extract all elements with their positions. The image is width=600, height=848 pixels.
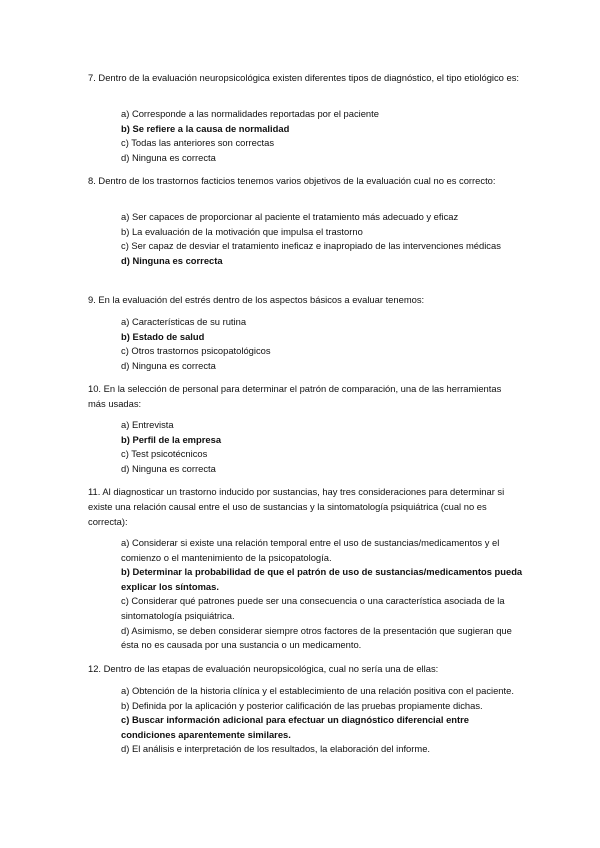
question-10: 10. En la selección de personal para determinar el patrón de comparación, una de las herramientas más usadas: — [88, 383, 502, 409]
option-d: d) El análisis e interpretación de los resultados, la elaboración del informe. — [121, 743, 431, 755]
option-d: d) Ninguna es correcta — [121, 359, 216, 371]
option-b: b) Determinar la probabilidad de que el patrón de uso de sustancias/medicamentos pueda explicar los síntomas. — [121, 566, 523, 592]
option-b: b) Definida por la aplicación y posterior calificación de las pruebas propiamente dichas. — [121, 699, 483, 711]
option-d: d) Asimismo, se deben considerar siempre otros factores de la presentación que sugieran que ésta no es causada por una sustancia o un medicamento. — [121, 624, 512, 651]
option-c: c) Buscar información adicional para efectuar un diagnóstico diferencial entre condiciones aparentemente similares. — [121, 714, 470, 740]
question-7: 7. Dentro de la evaluación neuropsicológica existen diferentes tipos de diagnóstico, el tipo etiológico es: — [88, 72, 519, 83]
option-b: b) La evaluación de la motivación que impulsa el trastorno — [121, 225, 363, 237]
option-d: d) Ninguna es correcta — [121, 462, 216, 474]
question-8: 8. Dentro de los trastornos facticios tenemos varios objetivos de la evaluación cual no es correcto: — [88, 175, 496, 186]
options-9 — [121, 315, 526, 373]
option-a: a) Entrevista — [121, 419, 174, 430]
option-d: d) Ninguna es correcta — [121, 151, 216, 163]
options-7 — [121, 107, 526, 165]
options-12 — [121, 684, 526, 757]
option-a: a) Obtención de la historia clínica y el establecimiento de una relación positiva con el paciente. — [121, 685, 514, 696]
option-a: a) Corresponde a las normalidades reportadas por el paciente — [121, 108, 379, 119]
option-b: b) Estado de salud — [121, 330, 205, 342]
option-c: c) Todas las anteriores son correctas — [121, 137, 275, 149]
option-c: c) Test psicotécnicos — [121, 448, 208, 460]
option-a: a) Características de su rutina — [121, 316, 247, 327]
option-a: a) Considerar si existe una relación temporal entre el uso de sustancias/medicamentos y el comienzo o el mantenimiento de la psicopatología. — [121, 537, 500, 563]
option-d: d) Ninguna es correcta — [121, 254, 223, 266]
option-b: b) Perfil de la empresa — [121, 433, 222, 445]
question-9: 9. En la evaluación del estrés dentro de los aspectos básicos a evaluar tenemos: — [88, 294, 425, 305]
option-c: c) Considerar qué patrones puede ser una consecuencia o una característica asociada de la sintomatología psiquiátrica. — [121, 595, 505, 621]
option-c: c) Otros trastornos psicopatológicos — [121, 345, 271, 357]
options-10 — [121, 418, 526, 476]
option-b: b) Se refiere a la causa de normalidad — [121, 122, 290, 134]
options-11 — [121, 536, 526, 653]
question-12: 12. Dentro de las etapas de evaluación neuropsicológica, cual no sería una de ellas: — [88, 663, 439, 674]
options-8 — [121, 210, 526, 268]
option-a: a) Ser capaces de proporcionar al paciente el tratamiento más adecuado y eficaz — [121, 211, 459, 222]
question-11: 11. Al diagnosticar un trastorno inducido por sustancias, hay tres consideraciones para determinar si existe una relación causal entre el uso de sustancias y la sintomatología psiquiátrica (cual no es correcta): — [88, 486, 505, 527]
option-c: c) Ser capaz de desviar el tratamiento ineficaz e inapropiado de las intervenciones médicas — [121, 240, 501, 252]
